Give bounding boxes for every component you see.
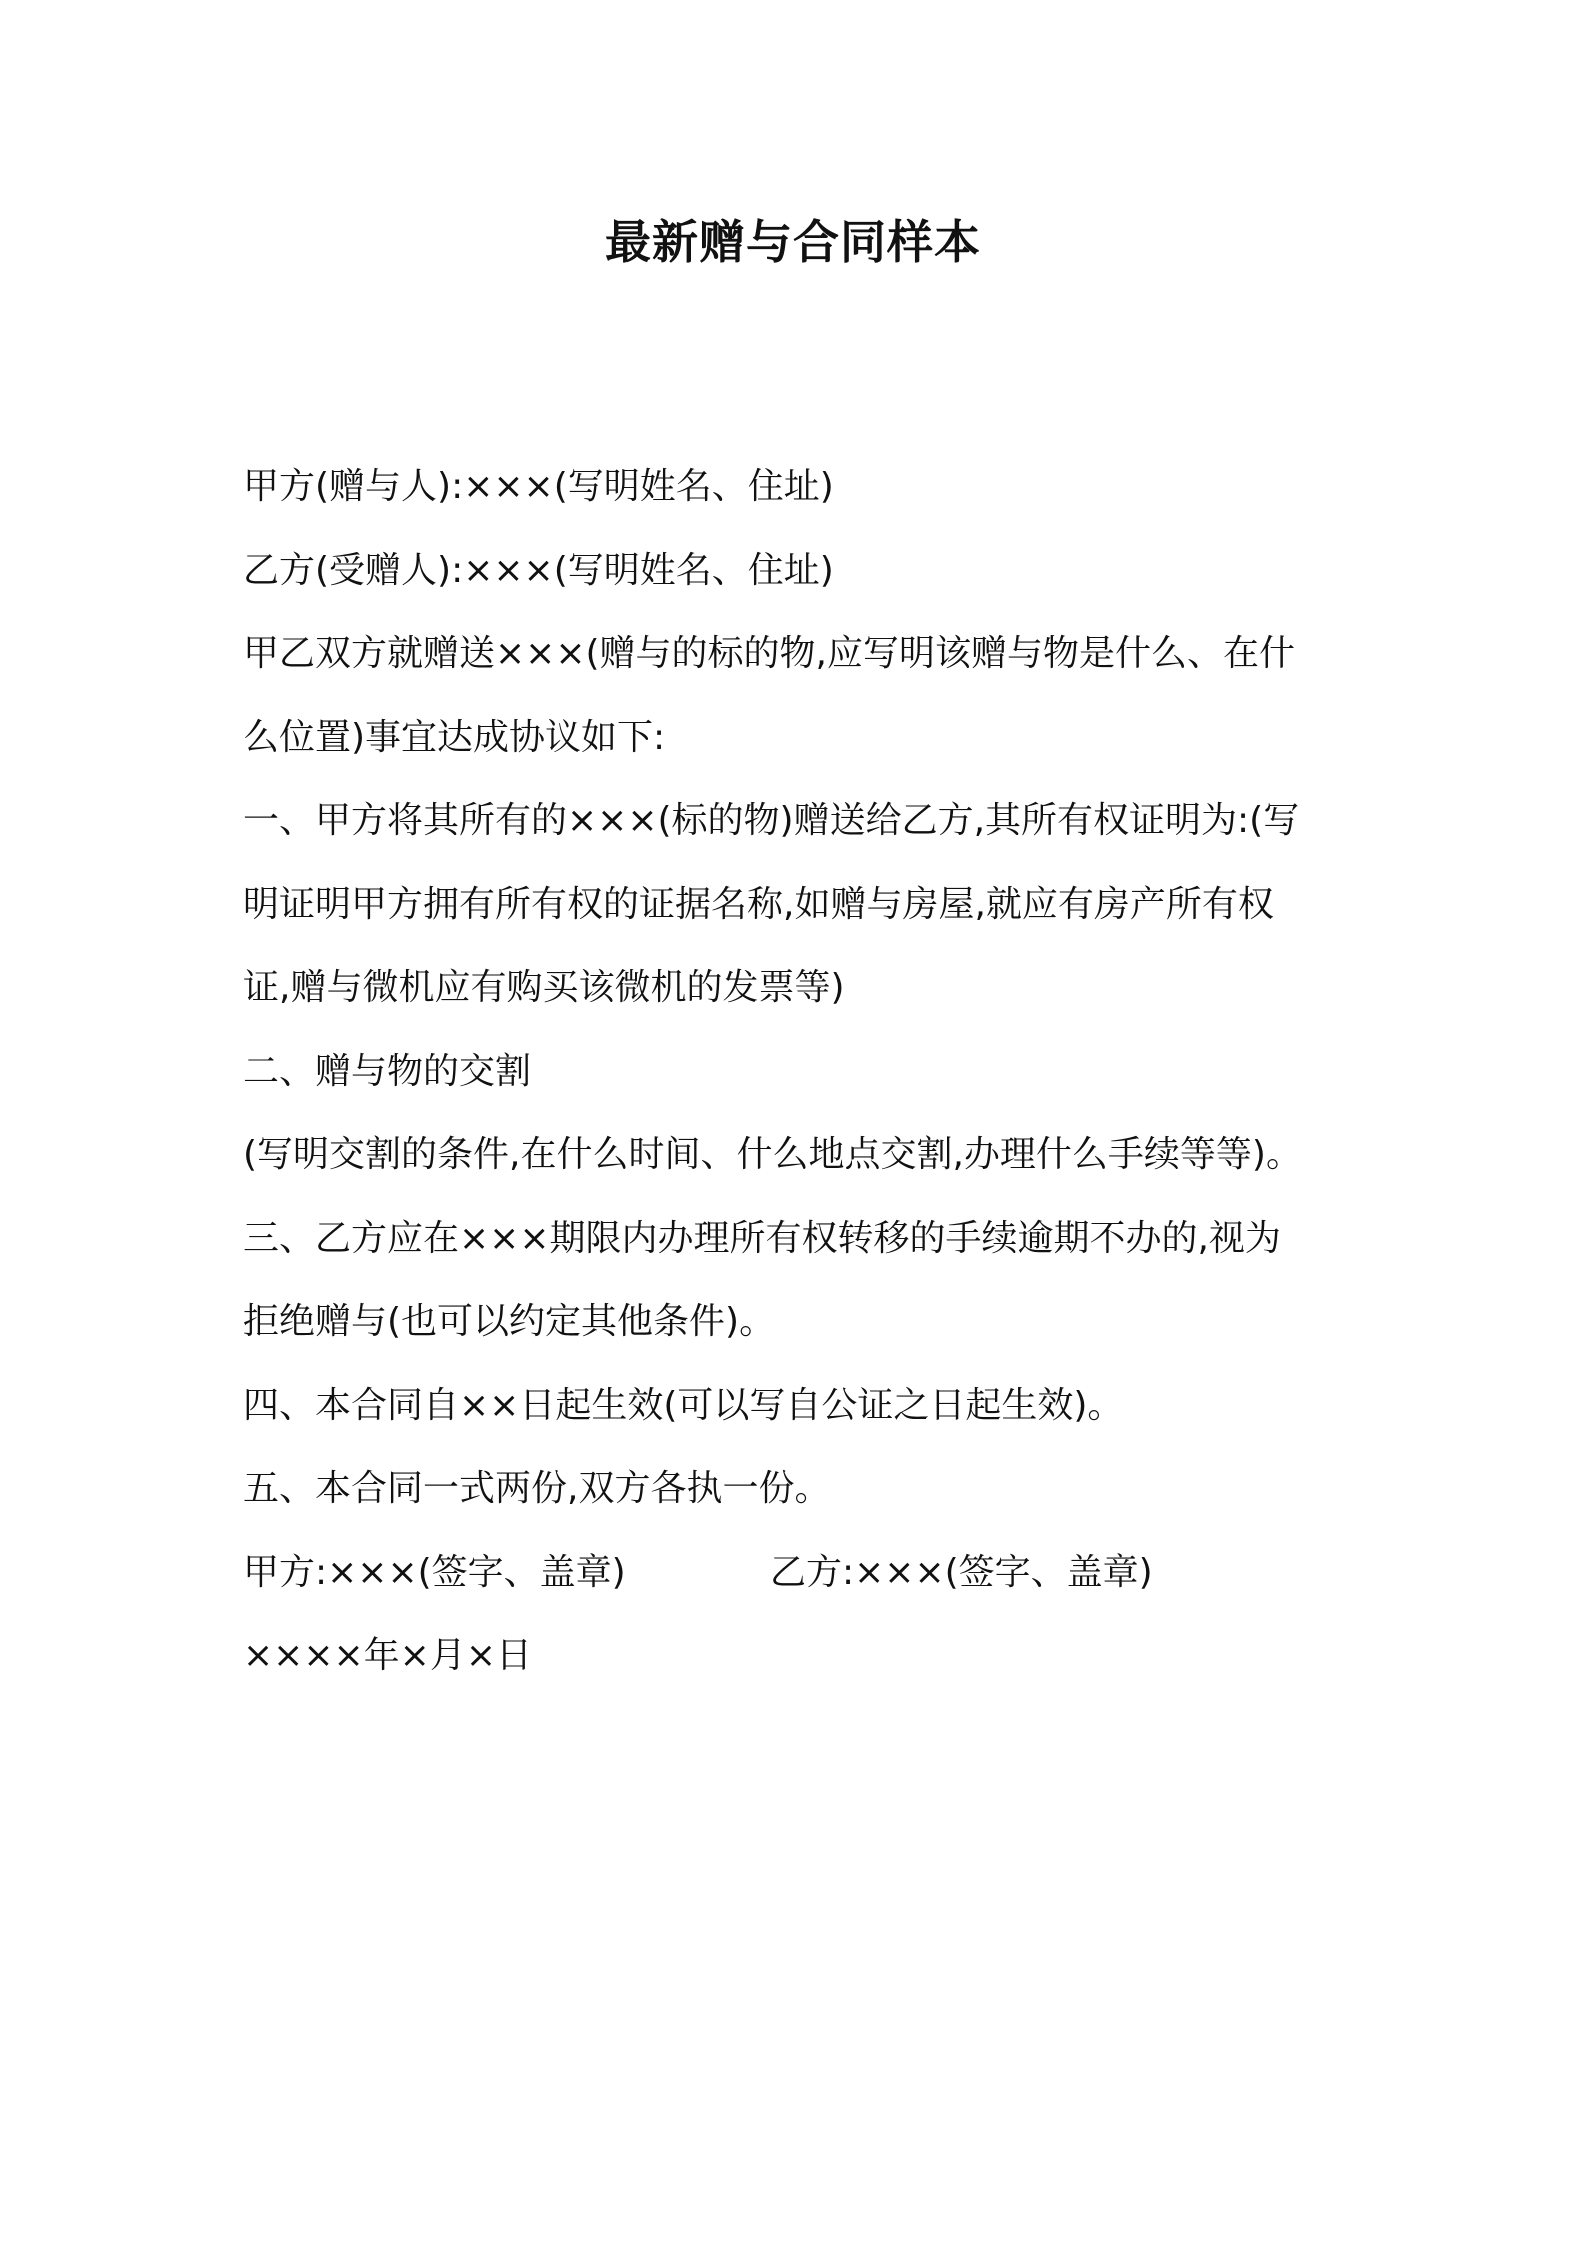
clause-4-line: 四、本合同自××日起生效(可以写自公证之日起生效)。 (243, 1384, 1124, 1426)
clause-2-line: (写明交割的条件,在什么时间、什么地点交割,办理什么手续等等)。 (243, 1134, 1302, 1175)
clause-3-line-2: 拒绝赠与(也可以约定其他条件)。 (243, 1301, 776, 1342)
clause-1-line-3: 证,赠与微机应有购买该微机的发票等) (243, 967, 845, 1008)
party-a-line: 甲方(赠与人):×××(写明姓名、住址) (243, 466, 834, 507)
date-line: ××××年×月×日 (243, 1635, 532, 1676)
party-b-signature: 乙方:×××(签字、盖章) (770, 1551, 1153, 1593)
document-title: 最新赠与合同样本 (605, 215, 981, 269)
document-body (243, 445, 1363, 1698)
party-b-line: 乙方(受赠人):×××(写明姓名、住址) (243, 549, 834, 591)
clause-3-line-1: 三、乙方应在×××期限内办理所有权转移的手续逾期不办的,视为 (243, 1217, 1281, 1259)
clause-5-line: 五、本合同一式两份,双方各执一份。 (243, 1468, 831, 1509)
preamble-line-1: 甲乙双方就赠送×××(赠与的标的物,应写明该赠与物是什么、在什 (243, 633, 1295, 674)
signature-line (243, 1531, 1363, 1615)
clause-1-line-2: 明证明甲方拥有所有权的证据名称,如赠与房屋,就应有房产所有权 (243, 883, 1274, 925)
party-a-signature: 甲方:×××(签字、盖章) (243, 1551, 626, 1593)
preamble-line-2: 么位置)事宜达成协议如下: (243, 716, 666, 758)
clause-1-line-1: 一、甲方将其所有的×××(标的物)赠送给乙方,其所有权证明为:(写 (243, 800, 1300, 841)
clause-2-heading: 二、赠与物的交割 (243, 1050, 532, 1092)
